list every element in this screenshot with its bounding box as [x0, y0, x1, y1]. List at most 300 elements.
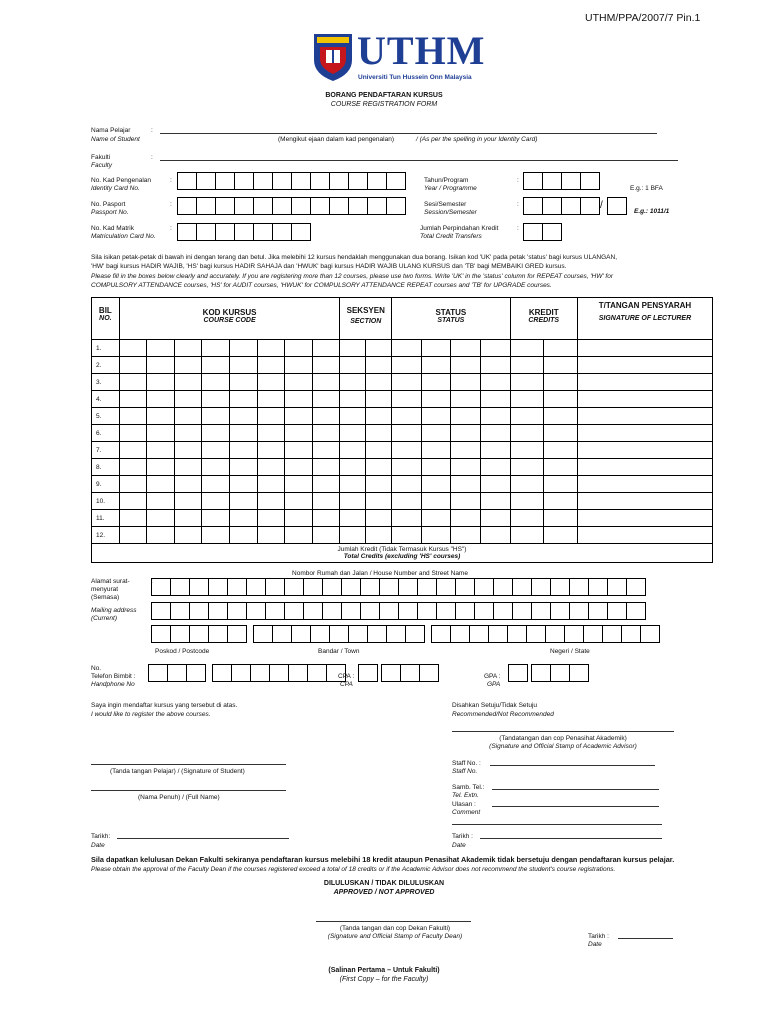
table-cell[interactable]	[147, 493, 175, 510]
table-cell[interactable]	[147, 425, 175, 442]
passport-number-boxes[interactable]	[177, 197, 405, 215]
char-box[interactable]	[360, 602, 380, 620]
table-cell[interactable]	[312, 459, 340, 476]
address-line-2-boxes[interactable]	[151, 602, 645, 620]
char-box[interactable]	[455, 578, 475, 596]
table-cell[interactable]	[392, 476, 422, 493]
char-box[interactable]	[493, 578, 513, 596]
table-cell[interactable]	[480, 408, 510, 425]
table-cell[interactable]	[421, 408, 451, 425]
char-box[interactable]	[550, 578, 570, 596]
table-cell[interactable]	[202, 425, 230, 442]
table-cell[interactable]	[421, 442, 451, 459]
table-cell[interactable]	[480, 374, 510, 391]
char-box[interactable]	[602, 625, 622, 643]
table-cell[interactable]	[510, 442, 544, 459]
table-cell[interactable]	[510, 425, 544, 442]
table-cell[interactable]	[392, 357, 422, 374]
staff-no-field[interactable]	[490, 765, 655, 766]
table-cell[interactable]	[366, 493, 392, 510]
table-cell[interactable]	[257, 357, 285, 374]
char-box[interactable]	[227, 602, 247, 620]
table-cell[interactable]	[510, 374, 544, 391]
table-cell[interactable]	[230, 527, 258, 544]
table-cell[interactable]	[421, 476, 451, 493]
char-box[interactable]	[212, 664, 232, 682]
table-cell[interactable]	[230, 476, 258, 493]
table-cell[interactable]	[366, 476, 392, 493]
table-cell[interactable]	[480, 357, 510, 374]
table-cell[interactable]	[510, 493, 544, 510]
table-cell[interactable]	[577, 459, 712, 476]
char-box[interactable]	[569, 578, 589, 596]
table-cell[interactable]	[257, 476, 285, 493]
faculty-field[interactable]	[160, 160, 678, 161]
table-cell[interactable]	[230, 357, 258, 374]
char-box[interactable]	[303, 602, 323, 620]
table-cell[interactable]	[340, 527, 366, 544]
table-cell[interactable]	[577, 510, 712, 527]
table-cell[interactable]	[230, 425, 258, 442]
char-box[interactable]	[626, 578, 646, 596]
student-name-field[interactable]	[160, 133, 657, 134]
table-cell[interactable]	[392, 374, 422, 391]
char-box[interactable]	[531, 602, 551, 620]
char-box[interactable]	[455, 602, 475, 620]
char-box[interactable]	[341, 578, 361, 596]
table-cell[interactable]	[202, 476, 230, 493]
char-box[interactable]	[291, 625, 311, 643]
char-box[interactable]	[417, 578, 437, 596]
table-cell[interactable]	[340, 510, 366, 527]
table-cell[interactable]	[147, 527, 175, 544]
table-cell[interactable]	[421, 357, 451, 374]
char-box[interactable]	[507, 625, 527, 643]
table-cell[interactable]	[510, 510, 544, 527]
table-cell[interactable]	[340, 476, 366, 493]
char-box[interactable]	[379, 602, 399, 620]
credit-transfer-boxes[interactable]	[523, 223, 561, 241]
char-box[interactable]	[310, 625, 330, 643]
table-cell[interactable]	[421, 374, 451, 391]
table-cell[interactable]	[510, 459, 544, 476]
table-cell[interactable]	[366, 527, 392, 544]
table-cell[interactable]	[312, 527, 340, 544]
char-box[interactable]	[151, 625, 171, 643]
table-cell[interactable]	[366, 442, 392, 459]
char-box[interactable]	[621, 625, 641, 643]
table-cell[interactable]	[174, 442, 202, 459]
table-cell[interactable]	[174, 476, 202, 493]
table-cell[interactable]	[119, 340, 147, 357]
table-cell[interactable]	[577, 476, 712, 493]
table-cell[interactable]	[544, 408, 578, 425]
table-cell[interactable]	[147, 374, 175, 391]
advisor-signature-line[interactable]	[452, 731, 674, 732]
table-cell[interactable]	[392, 493, 422, 510]
table-cell[interactable]	[257, 425, 285, 442]
char-box[interactable]	[272, 625, 292, 643]
table-cell[interactable]	[147, 391, 175, 408]
table-cell[interactable]	[147, 476, 175, 493]
tel-ext-field[interactable]	[492, 789, 659, 790]
table-cell[interactable]	[421, 527, 451, 544]
char-box[interactable]	[545, 625, 565, 643]
table-cell[interactable]	[174, 493, 202, 510]
table-cell[interactable]	[480, 476, 510, 493]
table-cell[interactable]	[480, 425, 510, 442]
table-cell[interactable]	[421, 425, 451, 442]
char-box[interactable]	[246, 602, 266, 620]
table-cell[interactable]	[510, 340, 544, 357]
table-cell[interactable]	[174, 374, 202, 391]
table-cell[interactable]	[480, 459, 510, 476]
char-box[interactable]	[450, 625, 470, 643]
char-box[interactable]	[189, 578, 209, 596]
table-cell[interactable]	[544, 391, 578, 408]
char-box[interactable]	[265, 602, 285, 620]
table-cell[interactable]	[312, 442, 340, 459]
char-box[interactable]	[288, 664, 308, 682]
table-cell[interactable]	[174, 408, 202, 425]
char-box[interactable]	[303, 578, 323, 596]
table-cell[interactable]	[421, 340, 451, 357]
table-cell[interactable]	[147, 442, 175, 459]
student-fullname-line[interactable]	[91, 790, 286, 791]
table-cell[interactable]	[421, 459, 451, 476]
char-box[interactable]	[189, 625, 209, 643]
char-box[interactable]	[322, 578, 342, 596]
char-box[interactable]	[431, 625, 451, 643]
table-cell[interactable]	[577, 357, 712, 374]
char-box[interactable]	[208, 578, 228, 596]
table-cell[interactable]	[202, 374, 230, 391]
table-cell[interactable]	[119, 408, 147, 425]
table-cell[interactable]	[174, 340, 202, 357]
table-cell[interactable]	[544, 493, 578, 510]
char-box[interactable]	[246, 578, 266, 596]
char-box[interactable]	[250, 664, 270, 682]
table-cell[interactable]	[451, 442, 481, 459]
table-cell[interactable]	[312, 510, 340, 527]
char-box[interactable]	[588, 602, 608, 620]
table-cell[interactable]	[312, 374, 340, 391]
char-box[interactable]	[588, 578, 608, 596]
table-cell[interactable]	[230, 391, 258, 408]
table-cell[interactable]	[257, 340, 285, 357]
table-cell[interactable]	[366, 425, 392, 442]
char-box[interactable]	[148, 664, 168, 682]
table-cell[interactable]	[174, 391, 202, 408]
char-box[interactable]	[151, 602, 171, 620]
table-cell[interactable]	[340, 357, 366, 374]
table-cell[interactable]	[174, 425, 202, 442]
table-cell[interactable]	[510, 476, 544, 493]
table-cell[interactable]	[230, 493, 258, 510]
table-cell[interactable]	[392, 510, 422, 527]
char-box[interactable]	[208, 625, 228, 643]
table-cell[interactable]	[510, 391, 544, 408]
char-box[interactable]	[474, 578, 494, 596]
char-box[interactable]	[341, 602, 361, 620]
char-box[interactable]	[583, 625, 603, 643]
comment-field-2[interactable]	[452, 824, 662, 825]
char-box[interactable]	[284, 578, 304, 596]
table-cell[interactable]	[510, 408, 544, 425]
student-signature-line[interactable]	[91, 764, 286, 765]
table-cell[interactable]	[366, 459, 392, 476]
table-cell[interactable]	[392, 527, 422, 544]
semester-box[interactable]	[607, 197, 627, 215]
char-box[interactable]	[186, 664, 206, 682]
char-box[interactable]	[512, 578, 532, 596]
char-box[interactable]	[265, 578, 285, 596]
char-box[interactable]	[398, 602, 418, 620]
char-box[interactable]	[474, 602, 494, 620]
char-box[interactable]	[269, 664, 289, 682]
table-cell[interactable]	[366, 391, 392, 408]
advisor-date-field[interactable]	[480, 838, 662, 839]
table-cell[interactable]	[312, 408, 340, 425]
table-cell[interactable]	[119, 459, 147, 476]
table-cell[interactable]	[366, 374, 392, 391]
table-cell[interactable]	[230, 510, 258, 527]
table-cell[interactable]	[230, 442, 258, 459]
table-cell[interactable]	[480, 510, 510, 527]
phone-number-boxes[interactable]	[148, 664, 345, 682]
table-cell[interactable]	[544, 476, 578, 493]
table-cell[interactable]	[202, 493, 230, 510]
table-cell[interactable]	[257, 527, 285, 544]
table-cell[interactable]	[366, 408, 392, 425]
char-box[interactable]	[488, 625, 508, 643]
table-cell[interactable]	[392, 442, 422, 459]
table-cell[interactable]	[421, 493, 451, 510]
table-cell[interactable]	[340, 459, 366, 476]
dean-signature-line[interactable]	[316, 921, 471, 922]
table-cell[interactable]	[392, 425, 422, 442]
table-cell[interactable]	[202, 408, 230, 425]
char-box[interactable]	[493, 602, 513, 620]
table-cell[interactable]	[340, 442, 366, 459]
table-cell[interactable]	[510, 357, 544, 374]
table-cell[interactable]	[451, 493, 481, 510]
table-cell[interactable]	[451, 476, 481, 493]
table-cell[interactable]	[577, 340, 712, 357]
table-cell[interactable]	[480, 442, 510, 459]
table-cell[interactable]	[544, 340, 578, 357]
table-cell[interactable]	[451, 459, 481, 476]
char-box[interactable]	[231, 664, 251, 682]
char-box[interactable]	[189, 602, 209, 620]
table-cell[interactable]	[451, 527, 481, 544]
table-cell[interactable]	[451, 374, 481, 391]
table-cell[interactable]	[285, 476, 313, 493]
char-box[interactable]	[531, 578, 551, 596]
table-cell[interactable]	[147, 408, 175, 425]
char-box[interactable]	[469, 625, 489, 643]
table-cell[interactable]	[340, 374, 366, 391]
table-cell[interactable]	[257, 459, 285, 476]
table-cell[interactable]	[480, 527, 510, 544]
table-cell[interactable]	[285, 357, 313, 374]
cpa-boxes[interactable]	[358, 664, 438, 682]
year-programme-boxes[interactable]	[523, 172, 599, 190]
table-cell[interactable]	[285, 459, 313, 476]
table-cell[interactable]	[340, 340, 366, 357]
table-cell[interactable]	[421, 510, 451, 527]
table-cell[interactable]	[392, 391, 422, 408]
table-cell[interactable]	[392, 459, 422, 476]
char-box[interactable]	[436, 578, 456, 596]
table-cell[interactable]	[147, 357, 175, 374]
table-cell[interactable]	[312, 340, 340, 357]
char-box[interactable]	[253, 625, 273, 643]
table-cell[interactable]	[366, 357, 392, 374]
matric-number-boxes[interactable]	[177, 223, 310, 241]
table-cell[interactable]	[174, 510, 202, 527]
table-cell[interactable]	[480, 493, 510, 510]
table-cell[interactable]	[119, 476, 147, 493]
table-cell[interactable]	[119, 527, 147, 544]
table-cell[interactable]	[577, 493, 712, 510]
char-box[interactable]	[227, 625, 247, 643]
table-cell[interactable]	[119, 510, 147, 527]
table-cell[interactable]	[119, 374, 147, 391]
table-cell[interactable]	[510, 527, 544, 544]
char-box[interactable]	[167, 664, 187, 682]
table-cell[interactable]	[257, 374, 285, 391]
dean-date-field[interactable]	[618, 938, 673, 939]
char-box[interactable]	[386, 625, 406, 643]
table-cell[interactable]	[577, 374, 712, 391]
table-cell[interactable]	[285, 527, 313, 544]
table-cell[interactable]	[392, 340, 422, 357]
table-cell[interactable]	[257, 493, 285, 510]
table-cell[interactable]	[119, 357, 147, 374]
table-cell[interactable]	[202, 391, 230, 408]
table-cell[interactable]	[285, 374, 313, 391]
char-box[interactable]	[329, 625, 349, 643]
char-box[interactable]	[379, 578, 399, 596]
address-line-1-boxes[interactable]	[151, 578, 645, 596]
table-cell[interactable]	[202, 442, 230, 459]
table-cell[interactable]	[285, 391, 313, 408]
table-cell[interactable]	[147, 340, 175, 357]
table-cell[interactable]	[119, 493, 147, 510]
table-cell[interactable]	[257, 408, 285, 425]
ic-number-boxes[interactable]	[177, 172, 405, 190]
table-cell[interactable]	[366, 340, 392, 357]
char-box[interactable]	[360, 578, 380, 596]
char-box[interactable]	[526, 625, 546, 643]
table-cell[interactable]	[119, 425, 147, 442]
table-cell[interactable]	[544, 357, 578, 374]
char-box[interactable]	[170, 602, 190, 620]
table-cell[interactable]	[285, 408, 313, 425]
table-cell[interactable]	[340, 408, 366, 425]
table-cell[interactable]	[285, 493, 313, 510]
table-cell[interactable]	[577, 408, 712, 425]
table-cell[interactable]	[480, 391, 510, 408]
table-cell[interactable]	[544, 374, 578, 391]
table-cell[interactable]	[392, 408, 422, 425]
table-cell[interactable]	[451, 510, 481, 527]
table-cell[interactable]	[577, 391, 712, 408]
table-cell[interactable]	[257, 510, 285, 527]
table-cell[interactable]	[285, 510, 313, 527]
table-cell[interactable]	[230, 340, 258, 357]
char-box[interactable]	[436, 602, 456, 620]
table-cell[interactable]	[285, 425, 313, 442]
table-cell[interactable]	[451, 391, 481, 408]
char-box[interactable]	[208, 602, 228, 620]
char-box[interactable]	[367, 625, 387, 643]
char-box[interactable]	[512, 602, 532, 620]
table-cell[interactable]	[202, 510, 230, 527]
table-cell[interactable]	[544, 442, 578, 459]
table-cell[interactable]	[174, 459, 202, 476]
table-cell[interactable]	[544, 425, 578, 442]
table-cell[interactable]	[366, 510, 392, 527]
table-cell[interactable]	[119, 442, 147, 459]
table-cell[interactable]	[257, 391, 285, 408]
char-box[interactable]	[405, 625, 425, 643]
table-cell[interactable]	[285, 442, 313, 459]
table-cell[interactable]	[312, 476, 340, 493]
table-cell[interactable]	[230, 408, 258, 425]
char-box[interactable]	[151, 578, 171, 596]
table-cell[interactable]	[119, 391, 147, 408]
table-cell[interactable]	[312, 391, 340, 408]
table-cell[interactable]	[202, 357, 230, 374]
table-cell[interactable]	[421, 391, 451, 408]
table-cell[interactable]	[202, 340, 230, 357]
table-cell[interactable]	[312, 357, 340, 374]
char-box[interactable]	[348, 625, 368, 643]
table-cell[interactable]	[147, 459, 175, 476]
char-box[interactable]	[307, 664, 327, 682]
table-cell[interactable]	[257, 442, 285, 459]
table-cell[interactable]	[577, 442, 712, 459]
char-box[interactable]	[284, 602, 304, 620]
table-cell[interactable]	[174, 357, 202, 374]
table-cell[interactable]	[451, 408, 481, 425]
char-box[interactable]	[626, 602, 646, 620]
char-box[interactable]	[607, 578, 627, 596]
table-cell[interactable]	[451, 357, 481, 374]
table-cell[interactable]	[312, 493, 340, 510]
char-box[interactable]	[569, 602, 589, 620]
table-cell[interactable]	[230, 374, 258, 391]
table-cell[interactable]	[544, 510, 578, 527]
char-box[interactable]	[417, 602, 437, 620]
table-cell[interactable]	[202, 459, 230, 476]
table-cell[interactable]	[285, 340, 313, 357]
char-box[interactable]	[398, 578, 418, 596]
char-box[interactable]	[640, 625, 660, 643]
table-cell[interactable]	[147, 510, 175, 527]
char-box[interactable]	[564, 625, 584, 643]
address-line-3-boxes[interactable]	[151, 625, 659, 643]
table-cell[interactable]	[544, 527, 578, 544]
comment-field-1[interactable]	[492, 806, 659, 807]
table-cell[interactable]	[340, 493, 366, 510]
student-date-field[interactable]	[117, 838, 289, 839]
table-cell[interactable]	[577, 425, 712, 442]
table-cell[interactable]	[451, 425, 481, 442]
char-box[interactable]	[170, 578, 190, 596]
